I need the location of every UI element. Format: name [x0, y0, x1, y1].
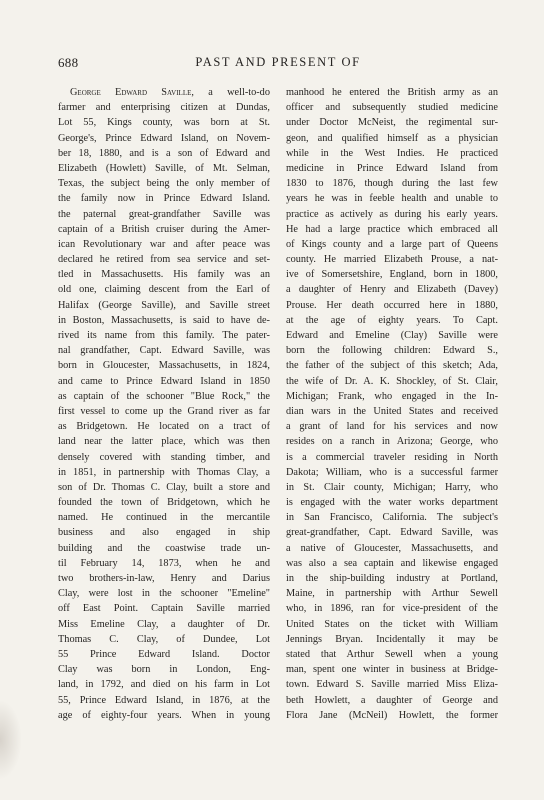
text-line: Prouse. Her death occurred here in 1880, — [286, 299, 498, 311]
text-line: is engaged with the water works department — [286, 497, 498, 509]
text-line: in St. Clair county, Michigan; Harry, who — [286, 481, 498, 493]
text-line — [58, 85, 270, 100]
text-line: practice as actively as during his early years. — [286, 208, 498, 220]
text-line: is a commercial traveler residing in North — [286, 451, 498, 463]
text-line: Texas, the subject being the only member of — [58, 178, 270, 190]
text-line: and came to Prince Edward Island in 1850 — [58, 375, 270, 387]
text-line: officer and subsequently studied medicine — [286, 102, 498, 114]
text-line: at the age of eighty years. To Capt. — [286, 314, 498, 326]
text-line: stated that Arthur Sewell when a young — [286, 648, 498, 660]
text-line-rest: a well-to-do — [193, 87, 270, 98]
text-line: years he was in feeble health and unable to — [286, 193, 498, 205]
text-line: Flora Jane (McNeil) Howlett, the former — [286, 709, 498, 721]
text-line: old one, claiming descent from the Earl of — [58, 284, 270, 296]
text-line: Clay, were lost in the schooner "Emeline" — [58, 588, 270, 600]
text-line: resides on a ranch in Arizona; George, who — [286, 436, 498, 448]
text-line: ive of Somersetshire, England, born in 1800, — [286, 269, 498, 281]
text-line: the father of the subject of this sketch; Ada, — [286, 360, 498, 372]
text-line: of Kings county and a large part of Queens — [286, 238, 498, 250]
text-line: George's, Prince Edward Island, on Novem- — [58, 132, 270, 144]
text-line: age of eighty-four years. When in young — [58, 709, 270, 721]
text-line: nal grandfather, Capt. Edward Saville, was — [58, 345, 270, 357]
text-line: rived its name from this family. The pater- — [58, 330, 270, 341]
text-line: dian wars in the United States and received — [286, 405, 498, 417]
right-column — [286, 85, 498, 723]
page-header — [58, 55, 498, 71]
text-line: as captain of the schooner "Blue Rock," the — [58, 390, 270, 402]
text-line: as Bridgetown. He located on a tract of — [58, 421, 270, 433]
text-line: Halifax (George Saville), and Saville street — [58, 299, 270, 311]
page-number: 688 — [58, 55, 79, 70]
text-line: manhood he entered the British army as an — [286, 87, 498, 98]
text-line: two brothers-in-law, Henry and Darius — [58, 573, 270, 584]
text-line: 1830 to 1876, though during the last few — [286, 178, 498, 190]
text-line: son of Dr. Thomas C. Clay, built a store and — [58, 481, 270, 493]
text-line: the family now in Prince Edward Island. — [58, 193, 270, 205]
text-line: founded the town of Bridgetown, which he — [58, 497, 270, 509]
running-title: PAST AND PRESENT OF — [195, 55, 361, 69]
text-line: born the following children: Edward S., — [286, 345, 498, 357]
text-line: 55 Prince Edward Island. Doctor — [58, 648, 270, 660]
text-line: Elizabeth (Howlett) Saville, of Mt. Selman, — [58, 162, 270, 174]
text-line: while in the West Indies. He practiced — [286, 147, 498, 159]
text-line: first vessel to come up the Grand river as far — [58, 405, 270, 417]
text-line: land, in 1792, and died on his farm in Lot — [58, 679, 270, 691]
text-line: who, in 1896, ran for vice-president of the — [286, 603, 498, 615]
text-line: Lot 55, Kings county, was born at St. — [58, 117, 270, 129]
text-line: a daughter of Henry and Elizabeth (Davey) — [286, 284, 498, 296]
text-line: was also a sea captain and likewise engaged — [286, 557, 498, 569]
text-line: named. He continued in the mercantile — [58, 512, 270, 524]
text-line: off East Point. Captain Saville married — [58, 603, 270, 615]
text-line: great-grandfather, Capt. Edward Saville, was — [286, 527, 498, 539]
text-line: Clay was born in London, Eng- — [58, 664, 270, 676]
text-line: county. He married Elizabeth Prouse, a nat- — [286, 254, 498, 266]
text-line: the paternal great-grandfather Saville was — [58, 208, 270, 220]
text-line: He had a large practice which embraced all — [286, 223, 498, 235]
text-line: under Doctor McNeist, the regimental sur- — [286, 117, 498, 129]
text-line: born in Gloucester, Massachusetts, in 1824, — [58, 360, 270, 372]
text-line: Miss Emeline Clay, a daughter of Dr. — [58, 618, 270, 630]
text-line: in 1851, in partnership with Thomas Clay, a — [58, 466, 270, 478]
text-line: ican Revolutionary war and after peace was — [58, 238, 270, 250]
text-line: tled in Massachusetts. His family was an — [58, 269, 270, 281]
text-line: Maine, in partnership with Arthur Sewell — [286, 588, 498, 600]
text-line: geon, and qualified himself as a physician — [286, 132, 498, 144]
text-line: densely covered with standing timber, and — [58, 451, 270, 463]
text-line: business and also engaged in ship — [58, 527, 270, 539]
text-line: town. Edward S. Saville married Miss Eliza- — [286, 679, 498, 691]
text-line: in San Francisco, California. The subject's — [286, 512, 498, 524]
text-line: Edward and Emeline (Clay) Saville were — [286, 330, 498, 341]
text-line: a native of Gloucester, Massachusetts, and — [286, 542, 498, 554]
text-line: ber 18, 1880, and is a son of Edward and — [58, 147, 270, 159]
paper-stain — [0, 700, 22, 780]
text-line: farmer and enterprising citizen at Dundas, — [58, 102, 270, 114]
text-line: the wife of Dr. A. K. Shockley, of St. Clair, — [286, 375, 498, 387]
text-line: land near the latter place, which was then — [58, 436, 270, 448]
text-line: 55, Prince Edward Island, in 1876, at the — [58, 694, 270, 706]
text-line: captain of a British cruiser during the Amer- — [58, 223, 270, 235]
text-line: United States on the ticket with William — [286, 618, 498, 630]
text-line: man, spent one winter in business at Bridge- — [286, 664, 498, 676]
text-line: Jennings Bryan. Incidentally it may be — [286, 633, 498, 645]
text-line: Thomas C. Clay, of Dundee, Lot — [58, 633, 270, 645]
text-line: til February 14, 1873, when he and — [58, 557, 270, 569]
text-line: a grant of land for his services and now — [286, 421, 498, 433]
text-line: medicine in Prince Edward Island from — [286, 162, 498, 174]
subject-name: George Edward Saville, — [70, 87, 194, 98]
text-line: Michigan; Frank, who engaged in the In- — [286, 390, 498, 402]
left-column — [58, 85, 270, 723]
text-line: building and the coastwise trade un- — [58, 542, 270, 554]
text-line: in Boston, Massachusetts, is said to have de- — [58, 314, 270, 326]
text-line: declared he retired from sea service and set- — [58, 254, 270, 266]
text-line: Dakota; William, who is a successful farmer — [286, 466, 498, 478]
text-line: in the ship-building industry at Portland, — [286, 573, 498, 584]
text-line: beth Howlett, a daughter of George and — [286, 694, 498, 706]
